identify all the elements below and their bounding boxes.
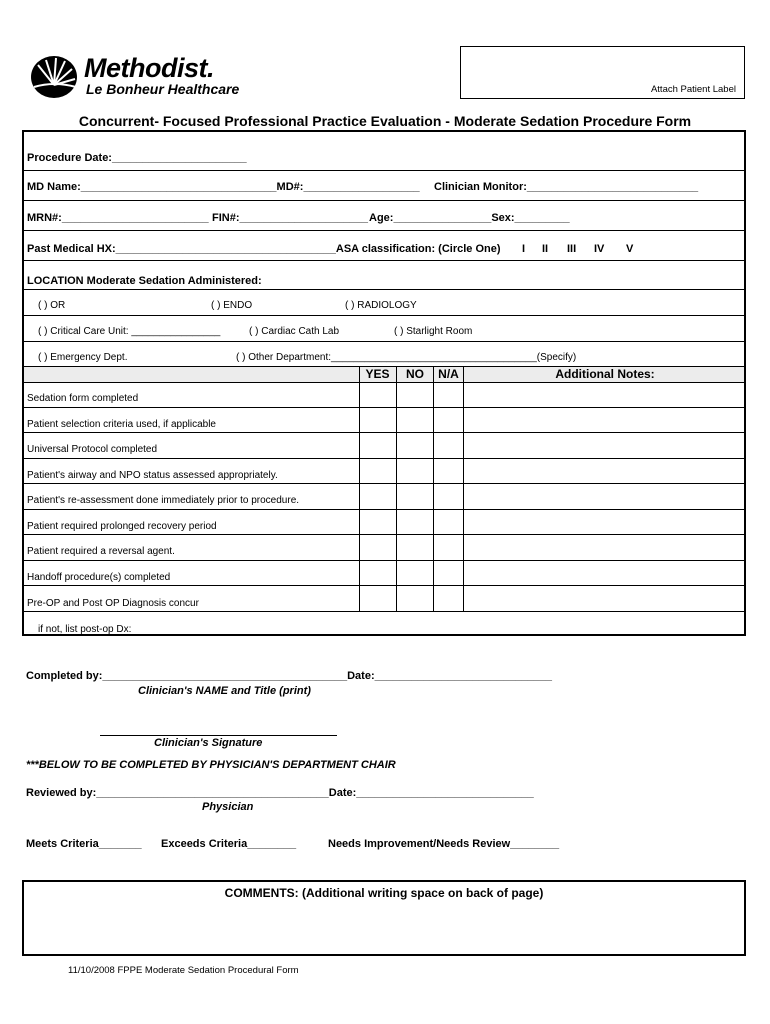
asa-option-1[interactable]: I <box>522 243 526 255</box>
col-no-header: NO <box>406 367 424 381</box>
md-name-field[interactable]: MD Name:________________________________MD#:___________________ <box>27 181 420 193</box>
criterion-row: Universal Protocol completed <box>27 444 158 455</box>
evaluation-form <box>22 130 746 636</box>
sunburst-logo-icon <box>30 55 80 101</box>
reviewed-by-field[interactable]: Reviewed by:______________________________________Date:_____________________________ <box>26 787 534 799</box>
postop-dx-field[interactable]: if not, list post-op Dx: <box>38 624 132 635</box>
criterion-row: Handoff procedure(s) completed <box>27 572 171 583</box>
location-or[interactable]: ( ) OR <box>38 300 66 311</box>
age-sex-field[interactable]: Age:________________Sex:_________ <box>369 212 570 224</box>
location-endo[interactable]: ( ) ENDO <box>211 300 253 311</box>
fin-field[interactable]: FIN#:_____________________ <box>212 212 368 224</box>
asa-option-5[interactable]: V <box>626 243 634 255</box>
asa-option-2[interactable]: II <box>542 243 549 255</box>
location-heading: LOCATION Moderate Sedation Administered: <box>27 275 262 287</box>
signature-line[interactable] <box>100 735 337 736</box>
criterion-row: Patient required prolonged recovery period <box>27 521 217 532</box>
meets-criteria-field[interactable]: Meets Criteria_______ <box>26 838 142 850</box>
criterion-row: Sedation form completed <box>27 393 139 404</box>
completed-by-field[interactable]: Completed by:________________________________________Date:_____________________________ <box>26 670 553 682</box>
criterion-row: Patient required a reversal agent. <box>27 546 175 557</box>
criterion-row: Patient selection criteria used, if applicable <box>27 419 216 430</box>
location-radiology[interactable]: ( ) RADIOLOGY <box>345 300 417 311</box>
location-starlight[interactable]: ( ) Starlight Room <box>394 326 473 337</box>
location-cardiac-cath[interactable]: ( ) Cardiac Cath Lab <box>249 326 340 337</box>
clinician-signature-label: Clinician's Signature <box>154 737 263 749</box>
dept-chair-note: ***BELOW TO BE COMPLETED BY PHYSICIAN'S DEPARTMENT CHAIR <box>26 759 396 771</box>
methodist-logo <box>30 53 270 103</box>
logo-methodist-text: Methodist. <box>84 53 214 83</box>
needs-improvement-field[interactable]: Needs Improvement/Needs Review________ <box>328 838 560 850</box>
col-yes-header: YES <box>365 367 390 381</box>
col-na-header: N/A <box>438 367 459 381</box>
procedure-date-field[interactable]: Procedure Date:______________________ <box>27 152 247 164</box>
clinician-monitor-field[interactable]: Clinician Monitor:____________________________ <box>434 181 699 193</box>
asa-option-4[interactable]: IV <box>594 243 605 255</box>
mrn-field[interactable]: MRN#:________________________ <box>27 212 209 224</box>
comments-title: COMMENTS: (Additional writing space on back of page) <box>224 886 544 900</box>
location-emergency[interactable]: ( ) Emergency Dept. <box>38 352 128 363</box>
patient-label-text: Attach Patient Label <box>650 84 736 95</box>
form-footer: 11/10/2008 FPPE Moderate Sedation Procedural Form <box>68 965 299 976</box>
criterion-row: Pre-OP and Post OP Diagnosis concur <box>27 598 199 609</box>
past-medical-field[interactable]: Past Medical HX:____________________________________ASA classification: (Circle One) <box>27 243 501 255</box>
clinician-name-label: Clinician's NAME and Title (print) <box>138 685 311 697</box>
logo-lebonheur-text: Le Bonheur Healthcare <box>86 81 240 97</box>
location-critical-care[interactable]: ( ) Critical Care Unit: ________________ <box>38 326 221 337</box>
form-title: Concurrent- Focused Professional Practice Evaluation - Moderate Sedation Procedure Form <box>78 113 692 129</box>
asa-option-3[interactable]: III <box>567 243 577 255</box>
patient-label-box <box>460 46 745 99</box>
location-other[interactable]: ( ) Other Department:_____________________________________(Specify) <box>236 352 577 363</box>
physician-label: Physician <box>202 801 254 813</box>
comments-box[interactable] <box>22 880 746 956</box>
exceeds-criteria-field[interactable]: Exceeds Criteria________ <box>161 838 297 850</box>
criterion-row: Patient's airway and NPO status assessed appropriately. <box>27 470 278 481</box>
criterion-row: Patient's re-assessment done immediately prior to procedure. <box>27 495 300 506</box>
col-notes-header: Additional Notes: <box>555 367 655 381</box>
